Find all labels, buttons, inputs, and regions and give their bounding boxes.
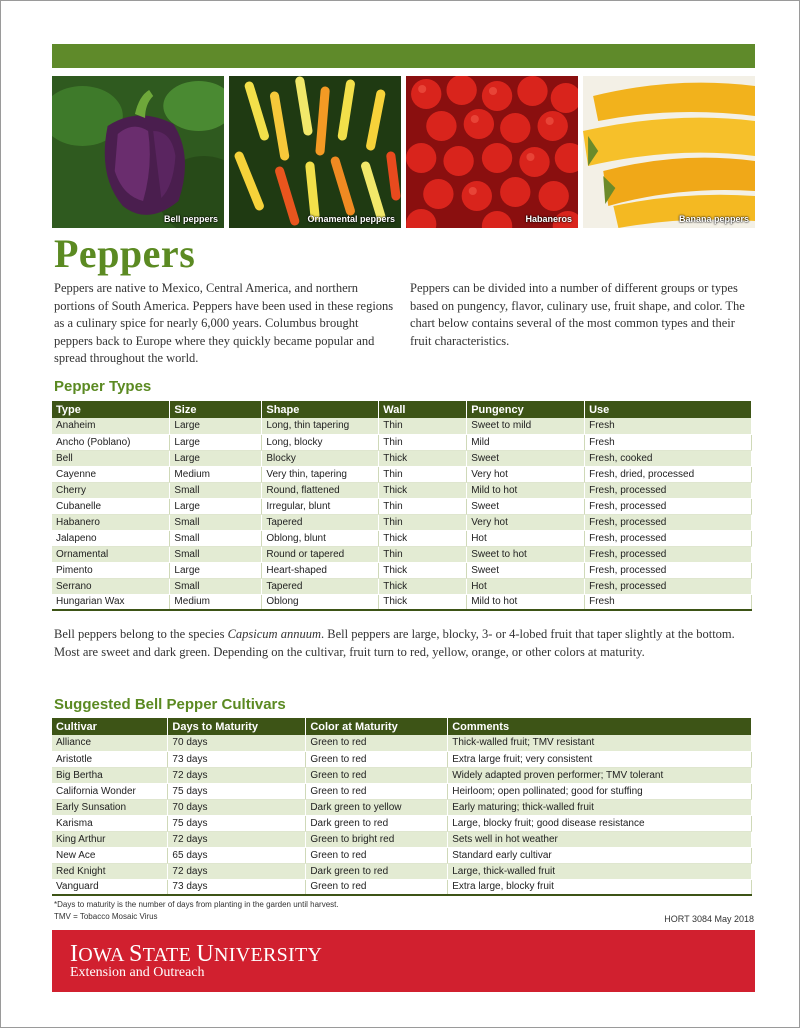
table-cell: Medium — [170, 594, 262, 610]
table-cell: Large — [170, 450, 262, 466]
table-cell: Green to red — [306, 847, 448, 863]
table-cell: Very hot — [467, 466, 585, 482]
table-cell: Mild — [467, 434, 585, 450]
table-cell: Early maturing; thick-walled fruit — [448, 799, 752, 815]
table-cell: Extra large fruit; very consistent — [448, 751, 752, 767]
table-row — [52, 482, 752, 498]
column-header: Color at Maturity — [306, 718, 448, 735]
top-green-bar — [52, 44, 755, 68]
table-cell: California Wonder — [52, 783, 168, 799]
photo-habaneros — [406, 76, 578, 228]
table-cell: Big Bertha — [52, 767, 168, 783]
habanero-image — [406, 76, 578, 228]
table-cell: Hot — [467, 578, 585, 594]
extension-outreach-label: Extension and Outreach — [70, 965, 205, 980]
table-cell: Green to bright red — [306, 831, 448, 847]
table-cell: Small — [170, 578, 262, 594]
column-header: Days to Maturity — [168, 718, 306, 735]
table-cell: Fresh, processed — [585, 578, 752, 594]
table-cell: Large — [170, 562, 262, 578]
table-cell: Red Knight — [52, 863, 168, 879]
table-cell: Green to red — [306, 879, 448, 895]
table-cell: Cayenne — [52, 466, 170, 482]
cultivars-heading: Suggested Bell Pepper Cultivars — [54, 696, 286, 713]
photo-caption: Ornamental peppers — [307, 214, 395, 224]
column-header: Wall — [379, 401, 467, 418]
table-cell: Aristotle — [52, 751, 168, 767]
table-row — [52, 767, 752, 783]
table-cell: Fresh, processed — [585, 530, 752, 546]
table-cell: Anaheim — [52, 418, 170, 434]
page-title: Peppers — [54, 231, 196, 276]
column-header: Cultivar — [52, 718, 168, 735]
column-header: Type — [52, 401, 170, 418]
table-cell: Green to red — [306, 735, 448, 751]
intro-paragraph-right: Peppers can be divided into a number of different groups or types based on pungency, flavor, culinary use, fruit shape, and color. The chart below contains several of the most common types and their fruit characteristics. — [410, 281, 745, 348]
table-cell: Fresh, processed — [585, 546, 752, 562]
table-cell: Long, thin tapering — [262, 418, 379, 434]
table-row — [52, 578, 752, 594]
table-row — [52, 751, 752, 767]
table-cell: Widely adapted proven performer; TMV tolerant — [448, 767, 752, 783]
table-cell: Tapered — [262, 578, 379, 594]
table-cell: Thick — [379, 530, 467, 546]
table-row — [52, 847, 752, 863]
table-cell: Hot — [467, 530, 585, 546]
bell-pepper-image — [52, 76, 224, 228]
cultivars-table — [52, 718, 752, 896]
photo-caption: Banana peppers — [678, 214, 749, 224]
table-cell: Fresh, processed — [585, 498, 752, 514]
table-cell: Large — [170, 418, 262, 434]
table-row — [52, 831, 752, 847]
table-cell: Alliance — [52, 735, 168, 751]
column-header: Pungency — [467, 401, 585, 418]
table-cell: Small — [170, 546, 262, 562]
ornamental-pepper-image — [229, 76, 401, 228]
footnote-tmv: TMV = Tobacco Mosaic Virus — [54, 912, 158, 921]
table-cell: Blocky — [262, 450, 379, 466]
table-cell: Serrano — [52, 578, 170, 594]
table-row — [52, 815, 752, 831]
table-cell: Fresh — [585, 434, 752, 450]
table-cell: Ornamental — [52, 546, 170, 562]
table-cell: 72 days — [168, 767, 306, 783]
banana-pepper-image — [583, 76, 755, 228]
table-cell: Medium — [170, 466, 262, 482]
table-cell: 70 days — [168, 799, 306, 815]
pepper-types-heading: Pepper Types — [54, 378, 152, 395]
table-cell: Sweet to hot — [467, 546, 585, 562]
table-cell: Sweet to mild — [467, 418, 585, 434]
column-header: Use — [585, 401, 752, 418]
table-cell: Irregular, blunt — [262, 498, 379, 514]
table-cell: Sets well in hot weather — [448, 831, 752, 847]
table-cell: Long, blocky — [262, 434, 379, 450]
table-cell: Large — [170, 434, 262, 450]
table-cell: Very thin, tapering — [262, 466, 379, 482]
table-header-row — [52, 401, 752, 418]
table-row — [52, 498, 752, 514]
table-cell: Dark green to red — [306, 863, 448, 879]
table-cell: Fresh, processed — [585, 514, 752, 530]
table-cell: 70 days — [168, 735, 306, 751]
table-cell: Thick — [379, 450, 467, 466]
bell-paragraph-text: Bell peppers belong to the species — [54, 627, 228, 641]
table-cell: 73 days — [168, 879, 306, 895]
photo-caption: Bell peppers — [163, 214, 218, 224]
table-cell: Fresh, cooked — [585, 450, 752, 466]
table-row — [52, 466, 752, 482]
table-row — [52, 418, 752, 434]
table-row — [52, 434, 752, 450]
table-cell: Cherry — [52, 482, 170, 498]
table-cell: King Arthur — [52, 831, 168, 847]
publication-code: HORT 3084 May 2018 — [664, 914, 754, 924]
table-cell: Tapered — [262, 514, 379, 530]
table-cell: Large — [170, 498, 262, 514]
table-cell: Thin — [379, 466, 467, 482]
footnote-days-to-maturity: *Days to maturity is the number of days from planting in the garden until harvest. — [54, 900, 339, 909]
table-cell: Green to red — [306, 767, 448, 783]
bell-pepper-paragraph — [54, 626, 754, 661]
table-cell: Round, flattened — [262, 482, 379, 498]
intro-paragraph-left: Peppers are native to Mexico, Central America, and northern portions of South America. Peppers have been used in these regions as a culinary spice for nearly 6,000 years. Columbus brought peppers back to Europe where they quickly became popular and spread throughout the world. — [54, 281, 394, 365]
bell-paragraph-text: . Bell peppers are large, blocky, 3- or 4-lobed fruit that taper slightly at the bottom. Most are sweet and dark green. Depending on the cultivar, fruit turn to red, yellow, orange, or other colors at maturity. — [54, 627, 735, 659]
table-cell: Small — [170, 482, 262, 498]
table-cell: Bell — [52, 450, 170, 466]
table-row — [52, 879, 752, 895]
table-cell: Fresh — [585, 418, 752, 434]
table-cell: Fresh, dried, processed — [585, 466, 752, 482]
table-cell: Standard early cultivar — [448, 847, 752, 863]
column-header: Size — [170, 401, 262, 418]
table-cell: Round or tapered — [262, 546, 379, 562]
table-cell: Thin — [379, 498, 467, 514]
table-cell: Sweet — [467, 450, 585, 466]
photo-strip — [52, 76, 755, 228]
table-cell: Thick — [379, 594, 467, 610]
table-cell: Sweet — [467, 562, 585, 578]
table-cell: Small — [170, 530, 262, 546]
table-cell: 65 days — [168, 847, 306, 863]
table-cell: Cubanelle — [52, 498, 170, 514]
table-row — [52, 594, 752, 610]
table-cell: Mild to hot — [467, 482, 585, 498]
table-cell: Jalapeno — [52, 530, 170, 546]
table-row — [52, 799, 752, 815]
table-cell: Extra large, blocky fruit — [448, 879, 752, 895]
table-cell: 72 days — [168, 831, 306, 847]
photo-ornamental-peppers — [229, 76, 401, 228]
table-cell: Thin — [379, 418, 467, 434]
table-row — [52, 546, 752, 562]
table-row — [52, 450, 752, 466]
table-row — [52, 863, 752, 879]
table-cell: Hungarian Wax — [52, 594, 170, 610]
table-cell: Pimento — [52, 562, 170, 578]
table-cell: 75 days — [168, 783, 306, 799]
table-row — [52, 562, 752, 578]
isu-footer-bar — [52, 930, 755, 992]
table-cell: Heart-shaped — [262, 562, 379, 578]
table-cell: 72 days — [168, 863, 306, 879]
column-header: Shape — [262, 401, 379, 418]
table-cell: Early Sunsation — [52, 799, 168, 815]
table-cell: Oblong — [262, 594, 379, 610]
table-row — [52, 530, 752, 546]
table-cell: Fresh — [585, 594, 752, 610]
table-cell: Very hot — [467, 514, 585, 530]
table-cell: New Ace — [52, 847, 168, 863]
pepper-types-table — [52, 401, 752, 611]
table-cell: 73 days — [168, 751, 306, 767]
table-cell: Dark green to red — [306, 815, 448, 831]
table-cell: Oblong, blunt — [262, 530, 379, 546]
table-cell: Green to red — [306, 751, 448, 767]
column-header: Comments — [448, 718, 752, 735]
table-cell: Fresh, processed — [585, 562, 752, 578]
table-cell: Large, blocky fruit; good disease resistance — [448, 815, 752, 831]
table-cell: 75 days — [168, 815, 306, 831]
table-cell: Thin — [379, 546, 467, 562]
table-row — [52, 514, 752, 530]
table-header-row — [52, 718, 752, 735]
photo-caption: Habaneros — [525, 214, 572, 224]
table-cell: Heirloom; open pollinated; good for stuffing — [448, 783, 752, 799]
table-cell: Small — [170, 514, 262, 530]
table-cell: Habanero — [52, 514, 170, 530]
table-cell: Sweet — [467, 498, 585, 514]
species-name: Capsicum annuum — [227, 627, 321, 641]
table-cell: Thick — [379, 562, 467, 578]
table-row — [52, 735, 752, 751]
table-cell: Green to red — [306, 783, 448, 799]
university-wordmark: IOWA STATE UNIVERSITY — [70, 941, 323, 967]
table-cell: Thin — [379, 514, 467, 530]
table-cell: Thick-walled fruit; TMV resistant — [448, 735, 752, 751]
table-cell: Thick — [379, 482, 467, 498]
table-cell: Thin — [379, 434, 467, 450]
table-cell: Large, thick-walled fruit — [448, 863, 752, 879]
table-cell: Vanguard — [52, 879, 168, 895]
table-cell: Ancho (Poblano) — [52, 434, 170, 450]
photo-banana-peppers — [583, 76, 755, 228]
table-cell: Dark green to yellow — [306, 799, 448, 815]
table-cell: Fresh, processed — [585, 482, 752, 498]
table-cell: Mild to hot — [467, 594, 585, 610]
table-cell: Thick — [379, 578, 467, 594]
photo-bell-peppers — [52, 76, 224, 228]
table-cell: Karisma — [52, 815, 168, 831]
table-row — [52, 783, 752, 799]
